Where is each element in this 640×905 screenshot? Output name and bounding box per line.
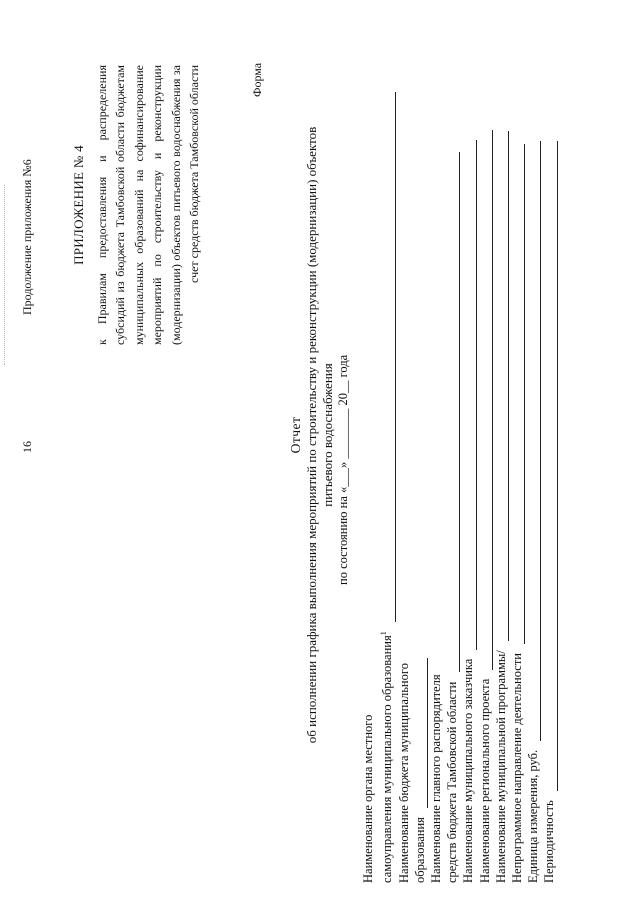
field-label: Периодичность — [542, 800, 557, 883]
field-row — [444, 23, 460, 883]
report-title-block — [288, 75, 336, 795]
field-label: Наименование регионального проекта — [477, 678, 492, 883]
field-label: Непрограммное направление деятельности — [509, 653, 524, 883]
report-status-date: по состоянию на «___» ________ 20__ года — [336, 354, 350, 585]
field-row — [360, 23, 376, 883]
field-input-line[interactable] — [557, 141, 558, 791]
field-row — [376, 23, 395, 883]
field-label: Единица измерения, руб. — [526, 749, 541, 883]
field-label: Наименование бюджета муниципального — [396, 663, 411, 883]
form-label: Форма — [250, 62, 264, 97]
footnote-marker: 1 — [379, 631, 389, 636]
field-label: Наименование муниципального заказчика — [461, 658, 476, 883]
field-row — [477, 23, 493, 883]
field-label: образования — [412, 817, 427, 883]
field-row — [428, 23, 444, 883]
field-row — [460, 23, 476, 883]
page-number: 16 — [20, 441, 34, 453]
field-label: Наименование органа местного — [361, 714, 375, 883]
report-title: Отчет — [288, 416, 303, 454]
report-fields — [360, 23, 558, 883]
field-row — [525, 23, 541, 883]
field-row — [541, 23, 557, 883]
field-label: самоуправления муниципального образования — [380, 635, 395, 883]
field-row — [493, 23, 509, 883]
field-label: Наименование муниципальной программы/ — [493, 650, 508, 883]
appendix-continuation: Продолжение приложения №6 — [20, 159, 34, 315]
field-row — [396, 23, 412, 883]
scan-artifact — [4, 185, 8, 365]
report-subtitle-line2: питьевого водоснабжения — [320, 363, 335, 507]
field-row — [412, 23, 428, 883]
appendix-block — [70, 65, 204, 345]
appendix-body: к Правилам предоставления и распределения субсидий из бюджета Тамбовской области бюджетам муниципальных образований на софинансирование мероприятий по строительству и реконструкции (модернизации) объектов питьевого водоснабжения за счет средств бюджета Тамбовской области — [94, 65, 201, 345]
field-label: средств бюджета Тамбовской области — [445, 681, 460, 883]
field-label: Наименование главного распорядителя — [428, 674, 443, 883]
report-subtitle-line1: об исполнении графика выполнения мероприятий по строительству и реконструкции (модернизации) объектов — [304, 126, 319, 744]
field-row — [509, 23, 525, 883]
appendix-title: ПРИЛОЖЕНИЕ № 4 — [71, 145, 86, 265]
